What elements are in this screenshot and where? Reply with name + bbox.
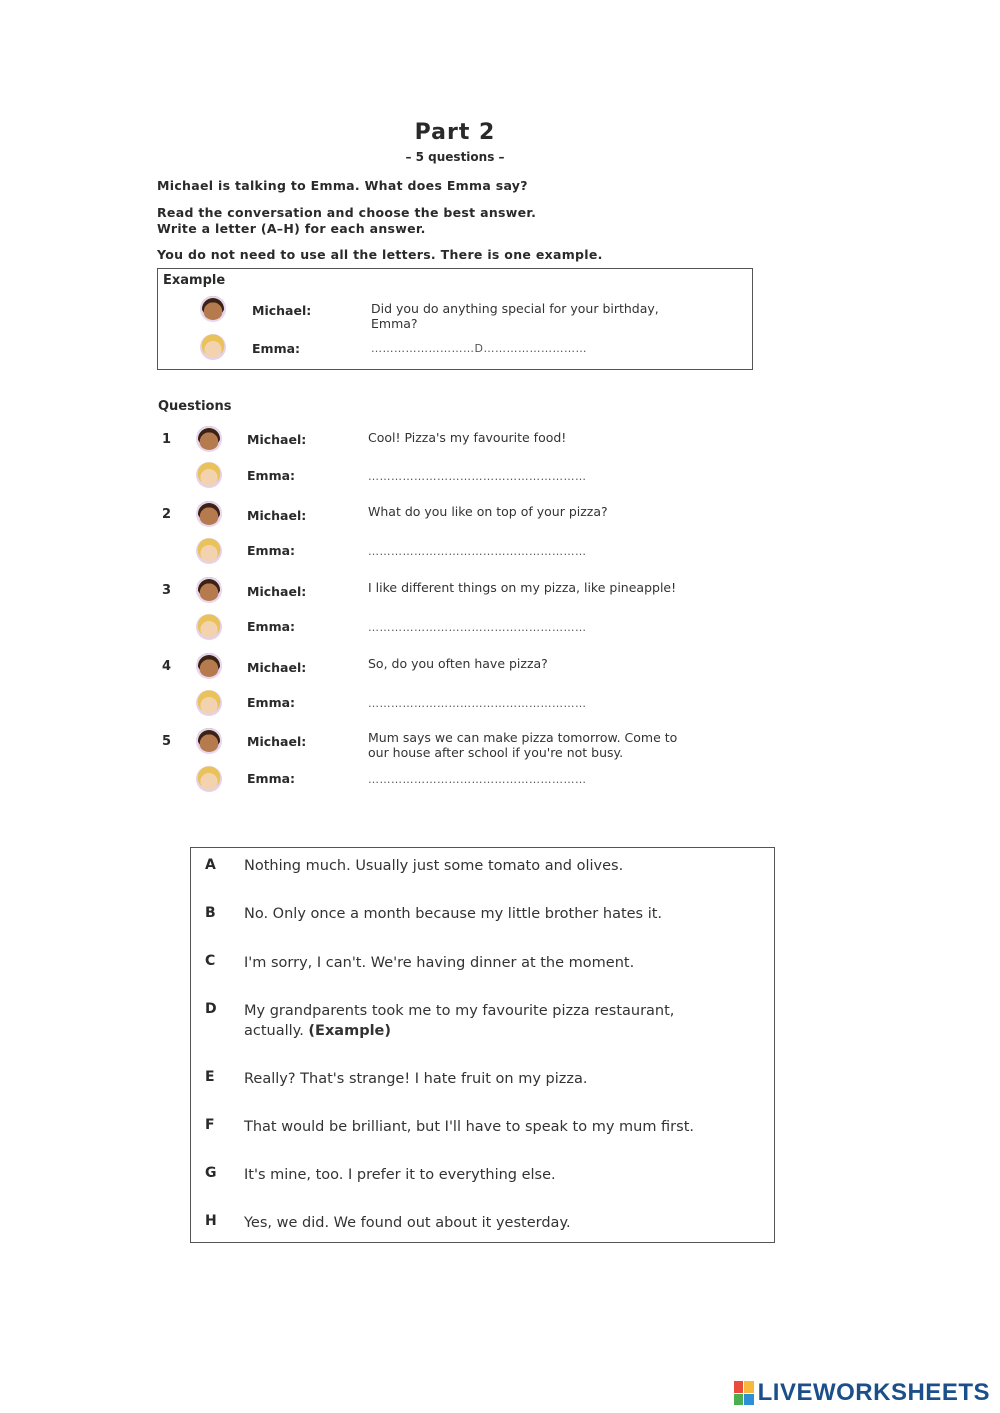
michael-line-2: our house after school if you're not busy. — [368, 745, 624, 760]
option-letter: H — [205, 1213, 217, 1229]
option-letter: A — [205, 857, 216, 873]
emma-avatar-icon — [196, 614, 222, 640]
instruction-1: Michael is talking to Emma. What does Emma say? — [157, 178, 528, 193]
instruction-4: You do not need to use all the letters. There is one example. — [157, 247, 603, 262]
option-text: Yes, we did. We found out about it yesterday. — [244, 1215, 571, 1231]
michael-avatar-icon — [196, 577, 222, 603]
example-michael-line-2: Emma? — [371, 316, 418, 331]
michael-name: Michael: — [247, 584, 307, 599]
answer-blank-4[interactable]: ………………………………………………… — [368, 697, 587, 710]
michael-line: I like different things on my pizza, like pineapple! — [368, 580, 677, 595]
option-letter: G — [205, 1165, 217, 1181]
liveworksheets-logo[interactable] — [734, 1379, 990, 1407]
option-text: That would be brilliant, but I'll have to speak to my mum first. — [244, 1119, 694, 1135]
emma-avatar-icon — [200, 334, 226, 360]
page-subtitle: – 5 questions – — [405, 150, 505, 164]
michael-line: Cool! Pizza's my favourite food! — [368, 430, 567, 445]
emma-avatar-icon — [196, 462, 222, 488]
example-answer: ………………………D……………………… — [371, 342, 587, 355]
example-emma-name: Emma: — [252, 341, 301, 356]
option-text: Nothing much. Usually just some tomato and olives. — [244, 858, 624, 874]
page-title: Part 2 — [414, 120, 496, 145]
answer-blank-3[interactable]: ………………………………………………… — [368, 621, 587, 634]
question-number: 5 — [162, 734, 172, 749]
option-letter: C — [205, 953, 216, 969]
option-text — [244, 1001, 714, 1041]
emma-name: Emma: — [247, 543, 296, 558]
option-letter: E — [205, 1069, 215, 1085]
option-text-main: My grandparents took me to my favourite pizza restaurant, actually. — [244, 1003, 675, 1039]
michael-avatar-icon — [196, 653, 222, 679]
question-number: 4 — [162, 659, 172, 674]
question-number: 1 — [162, 432, 172, 447]
emma-name: Emma: — [247, 695, 296, 710]
emma-avatar-icon — [196, 538, 222, 564]
option-text: It's mine, too. I prefer it to everything else. — [244, 1167, 556, 1183]
option-text: I'm sorry, I can't. We're having dinner at the moment. — [244, 955, 635, 971]
example-tag: (Example) — [308, 1023, 392, 1039]
michael-name: Michael: — [247, 508, 307, 523]
question-number: 3 — [162, 583, 172, 598]
michael-line: Mum says we can make pizza tomorrow. Come to — [368, 730, 678, 745]
answer-blank-5[interactable]: ………………………………………………… — [368, 773, 587, 786]
emma-name: Emma: — [247, 771, 296, 786]
michael-name: Michael: — [247, 734, 307, 749]
option-text: No. Only once a month because my little brother hates it. — [244, 906, 663, 922]
instruction-2: Read the conversation and choose the best answer. — [157, 205, 537, 220]
emma-avatar-icon — [196, 766, 222, 792]
michael-name: Michael: — [247, 432, 307, 447]
michael-line: What do you like on top of your pizza? — [368, 504, 608, 519]
emma-name: Emma: — [247, 468, 296, 483]
example-label: Example — [163, 273, 226, 288]
option-text: Really? That's strange! I hate fruit on my pizza. — [244, 1071, 588, 1087]
emma-name: Emma: — [247, 619, 296, 634]
instruction-3: Write a letter (A–H) for each answer. — [157, 221, 426, 236]
liveworksheets-mark-icon — [734, 1381, 754, 1405]
michael-avatar-icon — [196, 728, 222, 754]
brand-name: LIVEWORKSHEETS — [757, 1379, 990, 1406]
emma-avatar-icon — [196, 690, 222, 716]
answer-blank-2[interactable]: ………………………………………………… — [368, 545, 587, 558]
option-letter: B — [205, 905, 216, 921]
question-number: 2 — [162, 507, 172, 522]
michael-avatar-icon — [196, 501, 222, 527]
answer-blank-1[interactable]: ………………………………………………… — [368, 470, 587, 483]
option-letter: F — [205, 1117, 215, 1133]
questions-label: Questions — [158, 399, 232, 414]
michael-name: Michael: — [247, 660, 307, 675]
example-michael-name: Michael: — [252, 303, 312, 318]
example-michael-line-1: Did you do anything special for your birthday, — [371, 301, 659, 316]
michael-avatar-icon — [200, 296, 226, 322]
option-letter: D — [205, 1001, 217, 1017]
michael-line: So, do you often have pizza? — [368, 656, 548, 671]
michael-avatar-icon — [196, 426, 222, 452]
